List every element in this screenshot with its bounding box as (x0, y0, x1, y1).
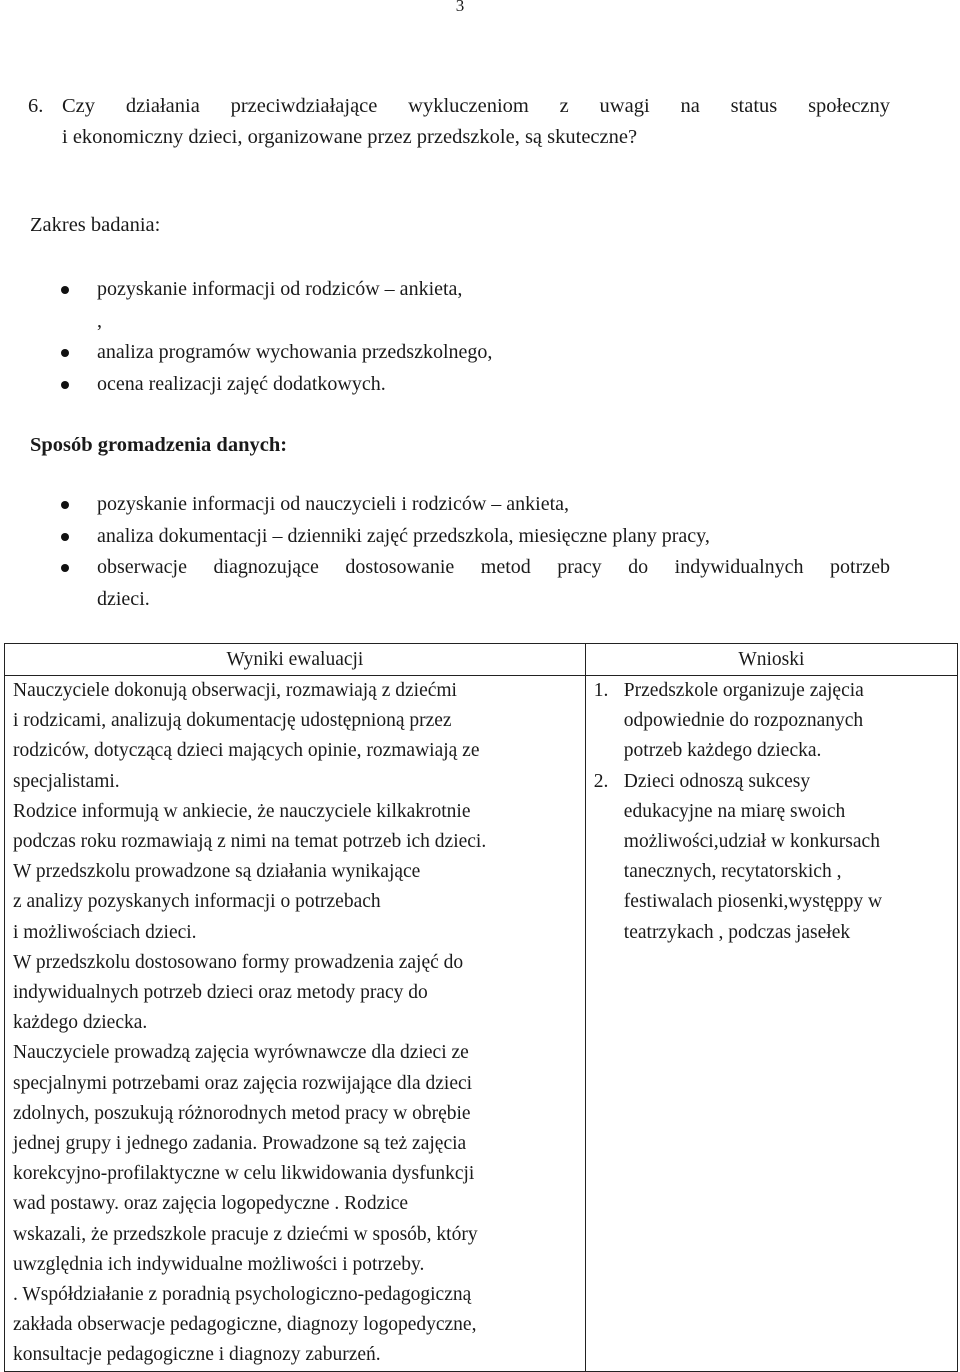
list-item: obserwacje diagnozujące dostosowanie metod pracy do indywidualnych potrzeb (0, 552, 890, 584)
list-item: pozyskanie informacji od rodziców – ankieta, (0, 274, 890, 306)
table-row (5, 676, 958, 1372)
data-collection-list (0, 489, 890, 615)
results-cell (5, 676, 586, 1372)
conclusion-number: 1. (593, 680, 609, 701)
results-line: Nauczyciele dokonują obserwacji, rozmawiają z dziećmi (13, 680, 457, 701)
question-text-line-1: Czy działania przeciwdziałające wykluczeniom z uwagi na status społeczny (62, 95, 891, 117)
results-header: Wyniki ewaluacji (5, 644, 586, 676)
data-collection-heading: Sposób gromadzenia danych: (30, 434, 288, 456)
bullet-icon (61, 286, 69, 294)
results-line: specjalistami. (13, 770, 120, 792)
scope-heading: Zakres badania: (30, 214, 161, 236)
results-line: wskazali, że przedszkole pracuje z dziećmi w sposób, który (13, 1223, 478, 1245)
bullet-icon (61, 381, 69, 389)
list-item: analiza programów wychowania przedszkolnego, (0, 337, 890, 369)
results-line: wad postawy. oraz zajęcia logopedyczne . Rodzice (13, 1193, 409, 1215)
results-line: W przedszkolu prowadzone są działania wynikające (13, 861, 421, 883)
results-line: zdolnych, poszukują różnorodnych metod pracy w obrębie (13, 1102, 471, 1124)
results-line: i rodzicami, analizują dokumentację udostępnioną przez (13, 710, 452, 732)
bullet-icon (61, 501, 69, 509)
results-line: Nauczyciele prowadzą zajęcia wyrównawcze dla dzieci ze (13, 1042, 469, 1064)
scope-list (0, 274, 890, 400)
results-line: uwzględnia ich indywidualne możliwości i potrzeby. (13, 1253, 425, 1275)
page-number: 3 (455, 0, 465, 15)
bullet-icon (61, 564, 69, 572)
results-line: . Współdziałanie z poradnią psychologiczno-pedagogiczną (13, 1284, 472, 1306)
results-line: podczas roku rozmawiają z nimi na temat potrzeb ich dzieci. (13, 831, 487, 853)
results-line: W przedszkolu dostosowano formy prowadzenia zajęć do (13, 951, 464, 973)
results-line: Rodzice informują w ankiecie, że nauczyciele kilkakrotnie (13, 800, 471, 822)
question-line-1 (28, 91, 890, 122)
list-item: analiza dokumentacji – dzienniki zajęć przedszkola, miesięczne plany pracy, (0, 521, 890, 553)
conclusions-header: Wnioski (585, 644, 957, 676)
conclusions-cell (585, 676, 957, 1372)
results-line: korekcyjno-profilaktyczne w celu likwidowania dysfunkcji (13, 1163, 475, 1185)
results-line: specjalnymi potrzebami oraz zajęcia rozwijające dla dzieci (13, 1072, 473, 1094)
results-line: jednej grupy i jednego zadania. Prowadzone są też zajęcia (13, 1133, 467, 1155)
conclusion-number: 2. (593, 770, 609, 792)
results-line: konsultacje pedagogiczne i diagnozy zaburzeń. (13, 1344, 381, 1366)
list-item-continuation: dzieci. (97, 587, 150, 610)
question-text-line-2: i ekonomiczny dzieci, organizowane przez przedszkole, są skuteczne? (62, 126, 638, 148)
conclusion-item: 2. Dzieci odnoszą sukcesy edukacyjne na miarę swoich możliwości,udział w konkursach tanecznych, recytatorskich , festiwalach piosenki,występpy w teatrzykach , podczas jasełek (586, 767, 957, 948)
results-line: każdego dziecka. (13, 1012, 148, 1034)
question-number: 6. (28, 95, 44, 117)
list-item: pozyskanie informacji od nauczycieli i rodziców – ankieta, (0, 489, 890, 521)
bullet-icon (61, 349, 69, 357)
question-heading (28, 91, 890, 153)
results-line: z analizy pozyskanych informacji o potrzebach (13, 891, 381, 913)
list-item: ocena realizacji zajęć dodatkowych. (0, 369, 890, 401)
bullet-icon (61, 533, 69, 541)
list-item: , (97, 309, 102, 332)
results-line: rodziców, dotyczącą dzieci mających opinie, rozmawiają ze (13, 740, 480, 762)
table-header-row (5, 644, 958, 676)
results-line: i możliwościach dzieci. (13, 921, 197, 943)
conclusion-item: 1. Przedszkole organizuje zajęcia odpowiednie do rozpoznanych potrzeb każdego dziecka. (586, 676, 957, 767)
conclusions-list (586, 676, 957, 948)
evaluation-table (4, 643, 958, 1372)
results-line: indywidualnych potrzeb dzieci oraz metody pracy do (13, 982, 428, 1004)
results-line: zakłada obserwacje pedagogiczne, diagnozy logopedyczne, (13, 1314, 477, 1336)
